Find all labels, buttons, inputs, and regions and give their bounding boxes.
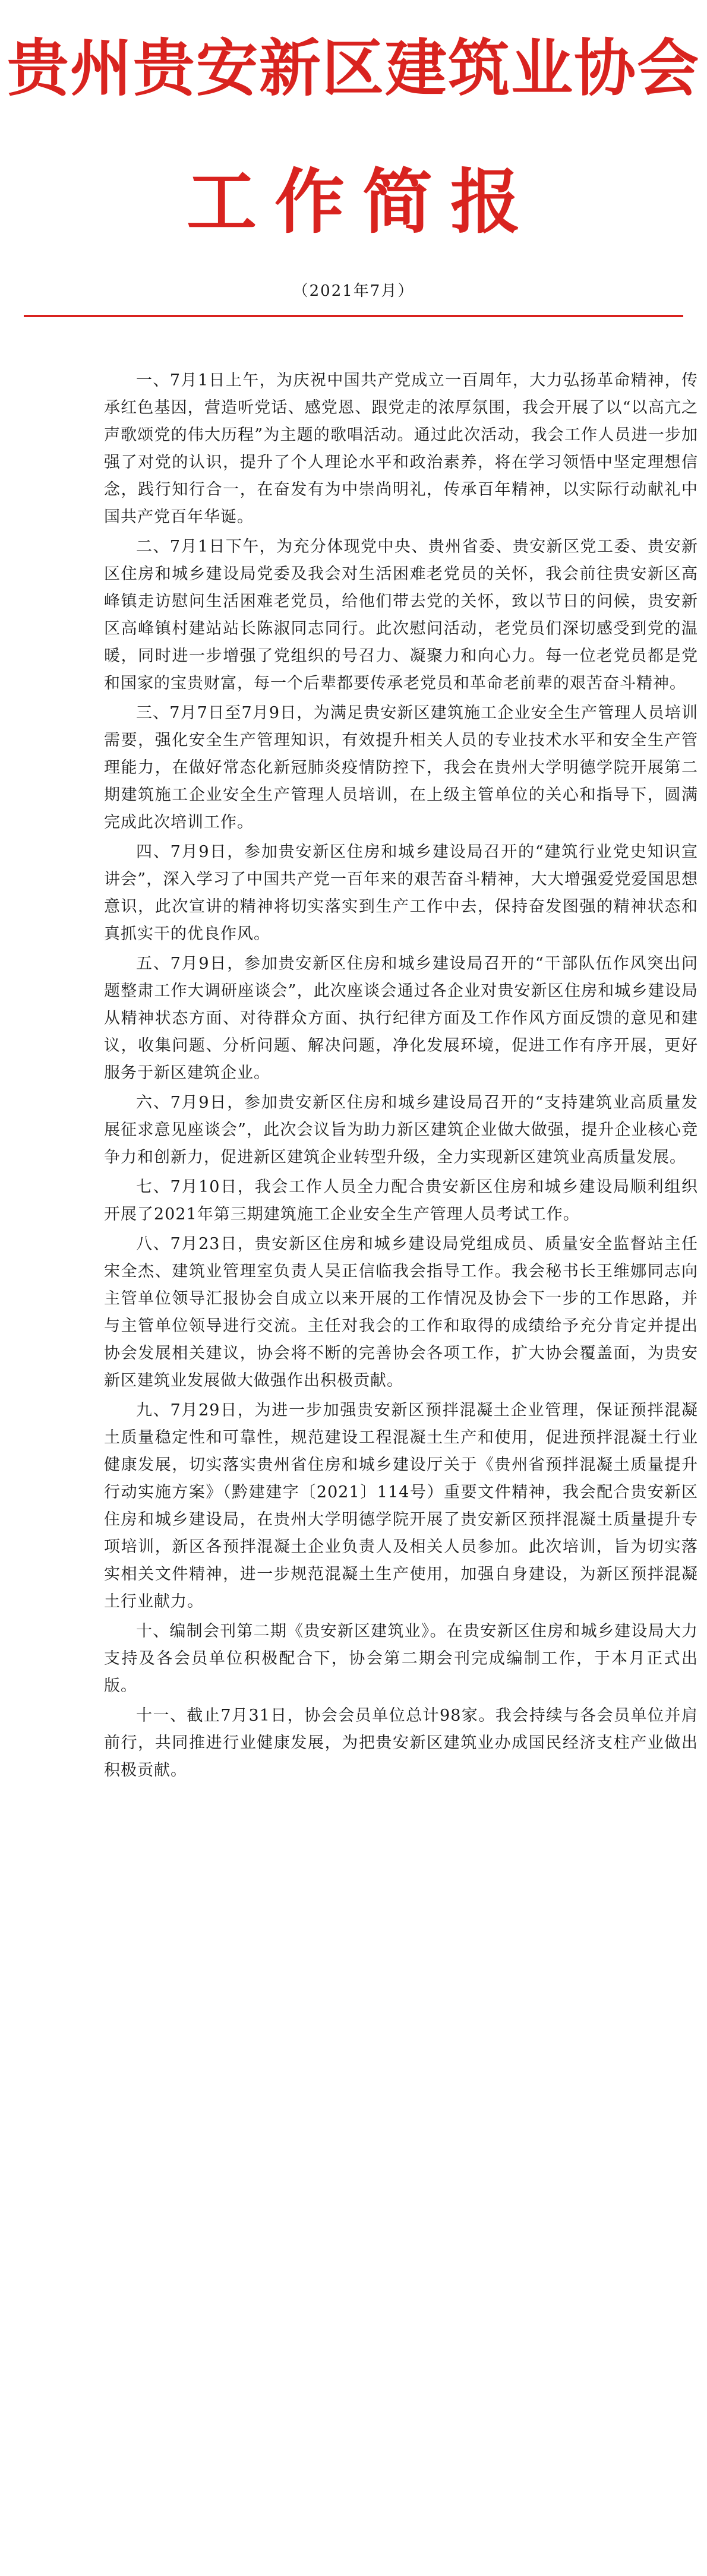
paragraph-11: 十一、截止7月31日，协会会员单位总计98家。我会持续与各会员单位并肩前行，共同推进行业健康发展，为把贵安新区建筑业办成国民经济支柱产业做出积极贡献。 bbox=[104, 1706, 698, 1780]
issue-date: （2021年7月） bbox=[292, 282, 415, 300]
paragraph-2: 二、7月1日下午，为充分体现党中央、贵州省委、贵安新区党工委、贵安新区住房和城乡建设局党委及我会对生活困难老党员的关怀，我会前往贵安新区高峰镇走访慰问生活困难老党员，给他们带去党的关怀，致以节日的问候，贵安新区高峰镇村建站站长陈淑同志同行。此次慰问活动，老党员们深切感受到党的温暖，同时进一步增强了党组织的号召力、凝聚力和向心力。每一位老党员都是党和国家的宝贵财富，每一个后辈都要传承老党员和革命老前辈的艰苦奋斗精神。 bbox=[104, 538, 698, 693]
masthead bbox=[0, 30, 707, 303]
paragraph-6: 六、7月9日，参加贵安新区住房和城乡建设局召开的“支持建筑业高质量发展征求意见座谈会”，此次会议旨为助力新区建筑企业做大做强，提升企业核心竞争力和创新力，促进新区建筑企业转型升级，全力实现新区建筑业高质量发展。 bbox=[104, 1093, 698, 1167]
paragraph-1: 一、7月1日上午，为庆祝中国共产党成立一百周年，大力弘扬革命精神，传承红色基因，营造听党话、感党恩、跟党走的浓厚氛围，我会开展了以“以高亢之声歌颂党的伟大历程”为主题的歌唱活动。通过此次活动，我会工作人员进一步加强了对党的认识，提升了个人理论水平和政治素养，将在学习领悟中坚定理想信念，践行知行合一，在奋发有为中崇尚明礼，传承百年精神，以实际行动献礼中国共产党百年华诞。 bbox=[104, 371, 698, 526]
masthead-divider bbox=[24, 315, 683, 317]
briefing-body bbox=[0, 367, 707, 1784]
paragraph-7: 七、7月10日，我会工作人员全力配合贵安新区住房和城乡建设局顺利组织开展了2021年第三期建筑施工企业安全生产管理人员考试工作。 bbox=[104, 1178, 698, 1224]
document-title: 工作简报 bbox=[186, 161, 538, 243]
paragraph-8: 八、7月23日，贵安新区住房和城乡建设局党组成员、质量安全监督站主任宋全杰、建筑业管理室负责人吴正信临我会指导工作。我会秘书长王维娜同志向主管单位领导汇报协会自成立以来开展的工作情况及协会下一步的工作思路，并与主管单位领导进行交流。主任对我会的工作和取得的成绩给予充分肯定并提出协会发展相关建议，协会将不断的完善协会各项工作，扩大协会覆盖面，为贵安新区建筑业发展做大做强作出积极贡献。 bbox=[104, 1235, 698, 1390]
paragraph-4: 四、7月9日，参加贵安新区住房和城乡建设局召开的“建筑行业党史知识宣讲会”，深入学习了中国共产党一百年来的艰苦奋斗精神，大大增强爱党爱国思想意识，此次宣讲的精神将切实落实到生产工作中去，保持奋发图强的精神状态和真抓实干的优良作风。 bbox=[104, 843, 698, 943]
organization-title: 贵州贵安新区建筑业协会 bbox=[7, 31, 700, 105]
paragraph-3: 三、7月7日至7月9日，为满足贵安新区建筑施工企业安全生产管理人员培训需要，强化安全生产管理知识，有效提升相关人员的专业技术水平和安全生产管理能力，在做好常态化新冠肺炎疫情防控下，我会在贵州大学明德学院开展第二期建筑施工企业安全生产管理人员培训，在上级主管单位的关心和指导下，圆满完成此次培训工作。 bbox=[104, 704, 698, 832]
paragraph-9: 九、7月29日，为进一步加强贵安新区预拌混凝土企业管理，保证预拌混凝土质量稳定性和可靠性，规范建设工程混凝土生产和使用，促进预拌混凝土行业健康发展，切实落实贵州省住房和城乡建设厅关于《贵州省预拌混凝土质量提升行动实施方案》（黔建建字〔2021〕114号）重要文件精神，我会配合贵安新区住房和城乡建设局，在贵州大学明德学院开展了贵安新区预拌混凝土质量提升专项培训，新区各预拌混凝土企业负责人及相关人员参加。此次培训，旨为切实落实相关文件精神，进一步规范混凝土生产使用，加强自身建设，为新区预拌混凝土行业献力。 bbox=[104, 1401, 698, 1611]
paragraph-10: 十、编制会刊第二期《贵安新区建筑业》。在贵安新区住房和城乡建设局大力支持及各会员单位积极配合下，协会第二期会刊完成编制工作，于本月正式出版。 bbox=[104, 1622, 698, 1695]
paragraph-5: 五、7月9日，参加贵安新区住房和城乡建设局召开的“干部队伍作风突出问题整肃工作大调研座谈会”，此次座谈会通过各企业对贵安新区住房和城乡建设局从精神状态方面、对待群众方面、执行纪律方面及工作作风方面反馈的意见和建议，收集问题、分析问题、解决问题，净化发展环境，促进工作有序开展，更好服务于新区建筑企业。 bbox=[104, 954, 698, 1082]
